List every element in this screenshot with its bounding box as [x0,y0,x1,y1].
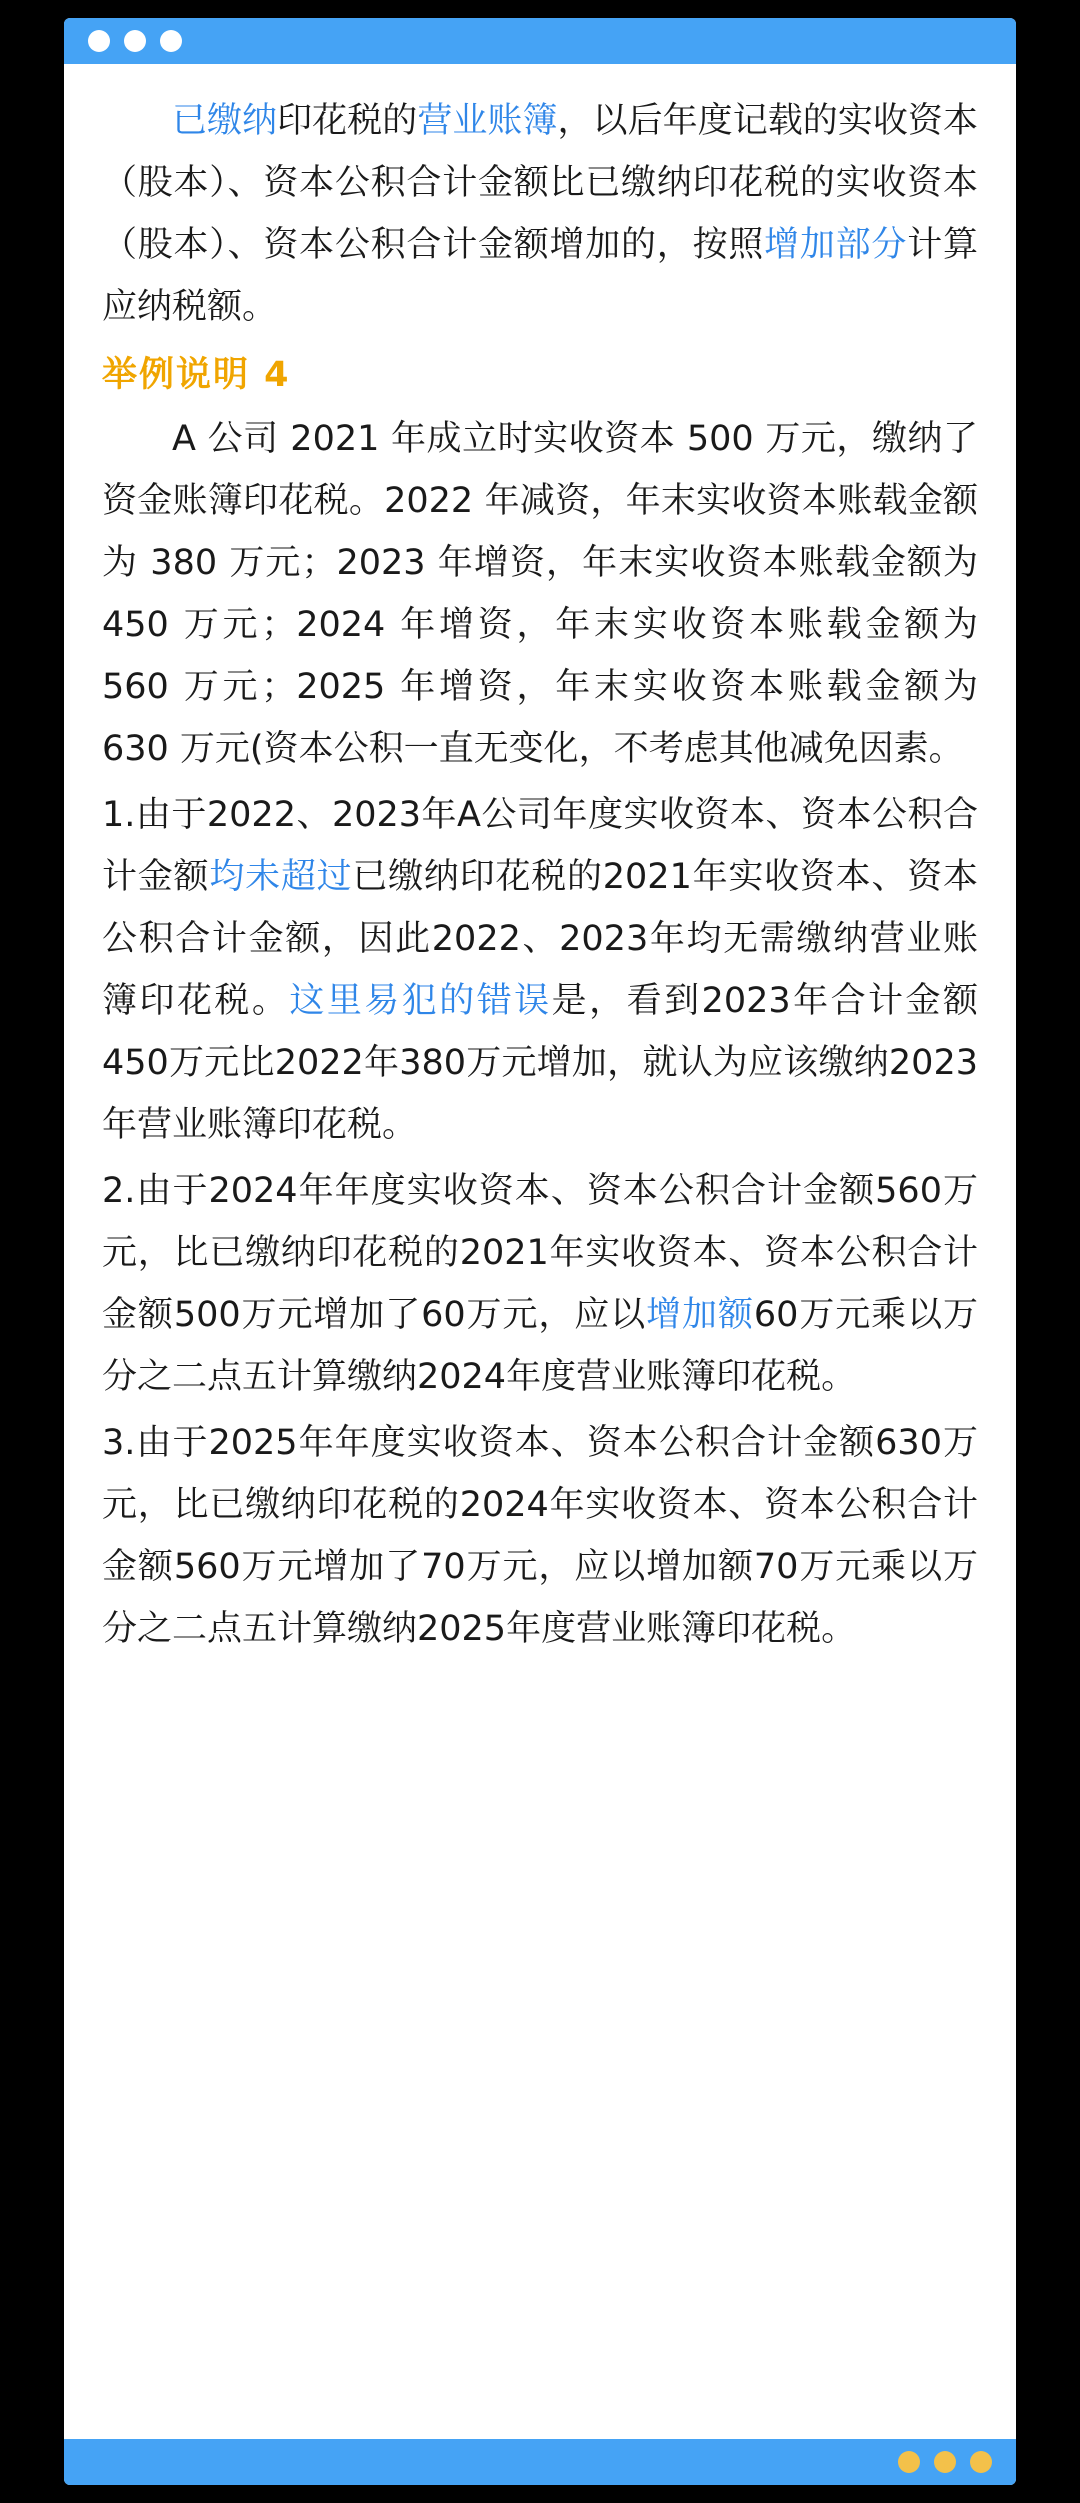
paragraph-5 [102,1412,978,1660]
text-run: 印花税的 [277,101,418,141]
window-titlebar [64,18,1016,64]
bottom-dot-icon [898,2451,920,2473]
text-run: A 公司 2021 年成立时实收资本 500 万元，缴纳了资金账簿印花税。2022 年减资，年末实收资本账载金额为 380 万元；2023 年增资，年末实收资本账载金额为 450 万元；2024 年增资，年末实收资本账载金额为 560 万元；2025 年增资，年末实收资本账载金额为 630 万元(资本公积一直无变化，不考虑其他减免因素。 [102,419,978,769]
window-bottombar [64,2439,1016,2485]
text-run: 2.由于2024年年度实收资本、资本公积合计金额560万元，比已缴纳印花税的2021年实收资本、资本公积合计金额500万元增加了60万元，应以 [102,1171,978,1335]
bottom-dot-icon [970,2451,992,2473]
text-run: 均未超过 [209,857,353,897]
text-run: 60万元乘以万分之二点五计算缴纳2024年度营业账簿印花税。 [102,1295,978,1397]
text-run: 3.由于2025年年度实收资本、资本公积合计金额630万元，比已缴纳印花税的2024年实收资本、资本公积合计金额560万元增加了70万元，应以增加额70万元乘以万分之二点五计算缴纳2025年度营业账簿印花税。 [102,1423,978,1649]
document-card [64,18,1016,2485]
text-run: 已缴纳印花税的2021年实收资本、资本公积合计金额，因此2022、2023年均无需缴纳营业账簿印花税。 [102,857,978,1021]
text-run: 已缴纳 [172,101,278,141]
close-dot-icon[interactable] [88,30,110,52]
text-run: ，以后年度记载的实收资本（股本）、资本公积合计金额比已缴纳印花税的实收资本（股本）、资本公积合计金额增加的，按照 [102,101,978,265]
text-run: 1.由于2022、2023年A公司年度实收资本、资本公积合计金额 [102,795,978,897]
maximize-dot-icon[interactable] [160,30,182,52]
article-content [64,64,1016,2439]
paragraph-3 [102,784,978,1156]
paragraph-4 [102,1160,978,1408]
minimize-dot-icon[interactable] [124,30,146,52]
window-controls[interactable] [88,30,182,52]
text-run: 计算应纳税额。 [102,225,978,327]
paragraph-2 [102,408,978,780]
text-run: 增加部分 [764,225,908,265]
text-run: 营业账簿 [417,101,558,141]
text-run: 是，看到2023年合计金额450万元比2022年380万元增加，就认为应该缴纳2023年营业账簿印花税。 [102,981,978,1145]
text-run: 这里易犯的错误 [289,981,552,1021]
text-run: 增加额 [646,1295,754,1335]
bottom-dot-icon [934,2451,956,2473]
bottom-dots [898,2451,992,2473]
example-heading: 举例说明 4 [102,355,291,395]
paragraph-1 [102,90,978,338]
